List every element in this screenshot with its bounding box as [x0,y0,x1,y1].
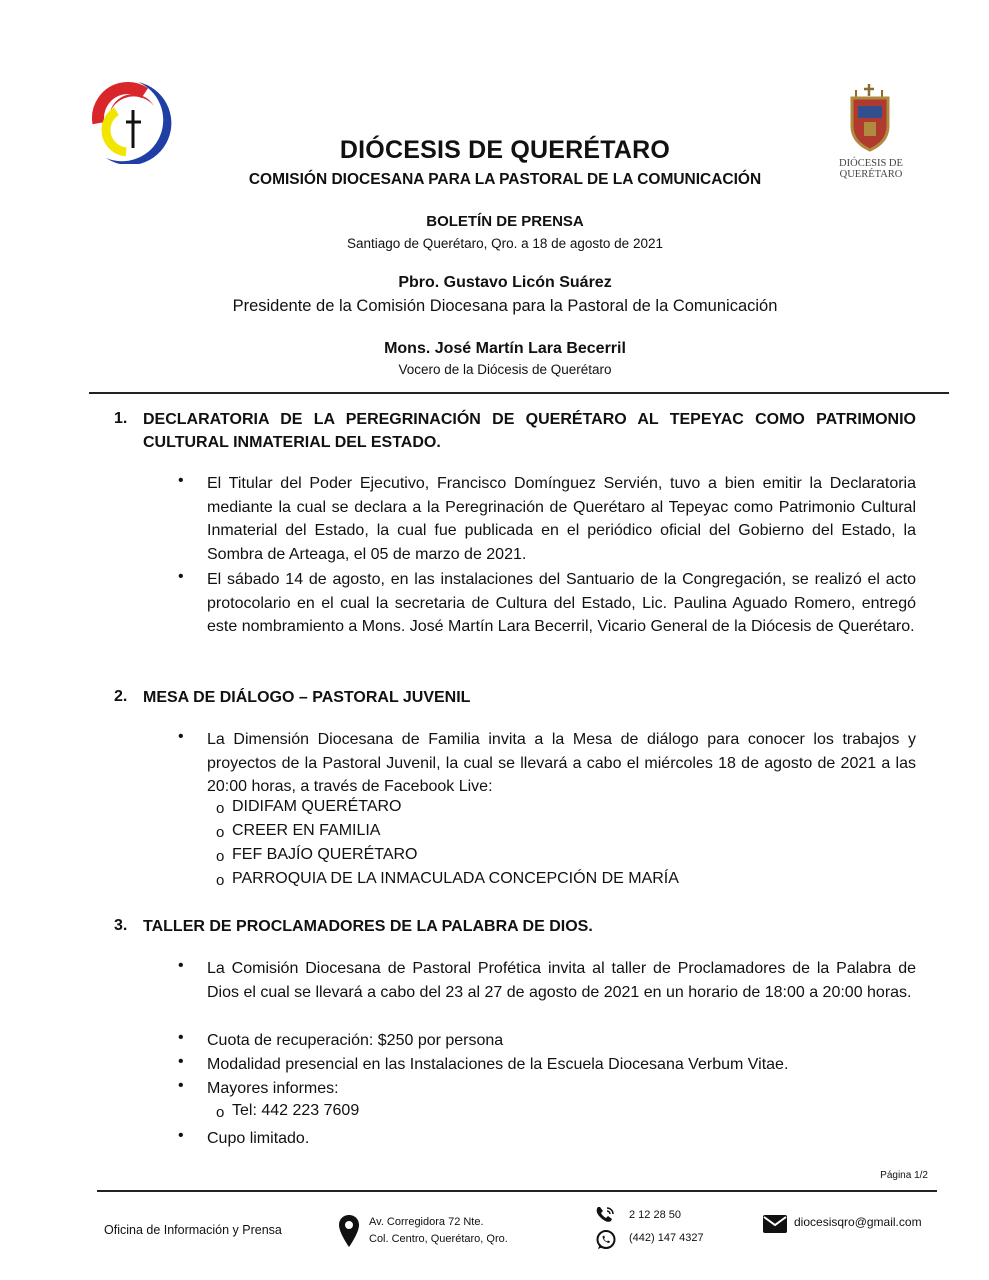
whatsapp-number: (442) 147 4327 [629,1232,704,1244]
location-pin-icon [338,1214,360,1253]
bulletin-label: BOLETÍN DE PRENSA [426,213,584,230]
bullet-marker: • [178,1053,184,1070]
list-item: La Dimensión Diocesana de Familia invita a la Mesa de diálogo para conocer los trabajos y proyectos de la Pastoral Juvenil, la cual se llevará a cabo el miércoles 18 de agosto de 2021 a las 20:00 horas, a través de Facebook Live: [207,731,916,795]
bullet-marker: • [178,568,184,585]
office-name: Oficina de Información y Prensa [104,1223,282,1237]
section-title: DECLARATORIA DE LA PEREGRINACIÓN DE QUERÉTARO AL TEPEYAC COMO PATRIMONIO [143,411,916,428]
bullet-marker: • [178,472,184,489]
page-title: DIÓCESIS DE QUERÉTARO [339,136,671,164]
spokesman-role: Vocero de la Diócesis de Querétaro [398,362,612,377]
sub-list-item: DIDIFAM QUERÉTARO [232,798,402,815]
section-number: 1. [114,410,128,427]
list-item: Cuota de recuperación: $250 por persona [207,1032,504,1049]
crest-text-line2: QUERÉTARO [839,169,903,180]
header-divider [89,392,949,394]
bullet-marker: • [178,1077,184,1094]
section-title-continued: CULTURAL INMATERIAL DEL ESTADO. [143,434,441,451]
list-item: La Comisión Diocesana de Pastoral Profética invita al taller de Proclamadores de la Palabra de Dios el cual se llevará a cabo del 23 al 27 de agosto de 2021 en un horario de 18:00 a 20:00 horas. [207,960,916,1001]
section-title: TALLER DE PROCLAMADORES DE LA PALABRA DE DIOS. [143,918,593,935]
list-item: El Titular del Poder Ejecutivo, Francisco Domínguez Servién, tuvo a bien emitir la Declaratoria mediante la cual se declara a la Peregrinación de Querétaro al Tepeyac como Patrimonio Cultural Inmaterial del Estado, la cual fue publicada en el periódico oficial del Gobierno del Estado, la Sombra de Arteaga, el 05 de marzo de 2021. [207,475,916,563]
sub-bullet-marker: o [216,824,225,841]
list-item: Cupo limitado. [207,1130,310,1147]
list-item: El sábado 14 de agosto, en las instalaciones del Santuario de la Congregación, se realizó el acto protocolario en el cual la secretaria de Cultura del Estado, Lic. Paulina Aguado Romero, entregó este nombramiento a Mons. José Martín Lara Becerril, Vicario General de la Diócesis de Querétaro. [207,571,916,635]
diocese-crest [828,82,914,182]
sub-bullet-marker: o [216,872,225,889]
address-line-1: Av. Corregidora 72 Nte. [369,1216,484,1228]
sub-list-item: FEF BAJÍO QUERÉTARO [232,846,418,863]
president-role: Presidente de la Comisión Diocesana para la Pastoral de la Comunicación [232,297,778,315]
list-item: Mayores informes: [207,1080,339,1097]
bullet-marker: • [178,957,184,974]
email-address: diocesisqro@gmail.com [794,1215,922,1229]
sub-bullet-marker: o [216,800,225,817]
crest-text-line1: DIÓCESIS DE [839,158,903,169]
sub-bullet-marker: o [216,848,225,865]
dateline: Santiago de Querétaro, Qro. a 18 de agosto de 2021 [347,236,663,251]
footer-divider [97,1190,937,1192]
president-name: Pbro. Gustavo Licón Suárez [398,274,612,291]
bullet-marker: • [178,728,184,745]
section-number: 3. [114,917,128,934]
envelope-icon [762,1214,788,1239]
phone-icon [594,1205,616,1230]
spokesman-name: Mons. José Martín Lara Becerril [384,340,626,357]
address-line-2: Col. Centro, Querétaro, Qro. [369,1233,508,1245]
sub-list-item: PARROQUIA DE LA INMACULADA CONCEPCIÓN DE MARÍA [232,870,679,887]
bullet-marker: • [178,1127,184,1144]
page-number: Página 1/2 [880,1170,928,1181]
whatsapp-icon [595,1229,617,1256]
sub-list-item: CREER EN FAMILIA [232,822,381,839]
phone-number: 2 12 28 50 [629,1209,681,1221]
sub-bullet-marker: o [216,1104,225,1121]
section-number: 2. [114,688,128,705]
sub-list-item: Tel: 442 223 7609 [232,1102,360,1119]
commission-name: COMISIÓN DIOCESANA PARA LA PASTORAL DE LA COMUNICACIÓN [248,171,762,188]
section-title: MESA DE DIÁLOGO – PASTORAL JUVENIL [143,689,471,706]
list-item: Modalidad presencial en las Instalaciones de la Escuela Diocesana Verbum Vitae. [207,1056,789,1073]
bullet-marker: • [178,1029,184,1046]
